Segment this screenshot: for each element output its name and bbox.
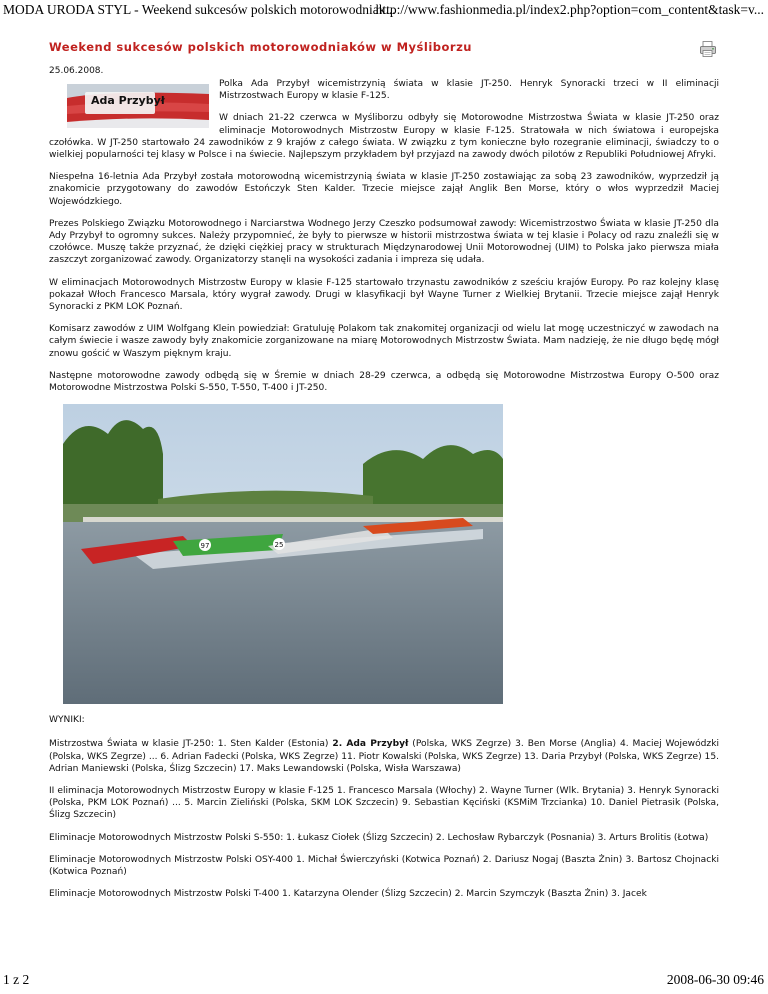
thumbnail-caption: Ada Przybył [91,94,165,107]
article-paragraph-4: W eliminacjach Motorowodnych Mistrzostw Europy w klasie F-125 startowało trzynastu zawodników z sześciu krajów Europy. Po raz kolejny klasę pokazał Włoch Francesco Marsala, który wygrał zawody. Drugi w klasyfikacji był Wayne Turner z Wielkiej Brytanii. Trzecie miejsce zajął Henryk Synoracki z PKM LOK Poznań. [49,277,719,313]
race-photo [63,404,503,704]
printer-icon[interactable] [699,40,717,58]
article-lead: Polka Ada Przybył wicemistrzynią świata w klasie JT-250. Henryk Synoracki trzeci w II eliminacji Mistrzostwach Europy w klasie F-125. [219,79,719,102]
article-paragraph-3: Prezes Polskiego Związku Motorowodnego i Narciarstwa Wodnego Jerzy Czeszko podsumował zawody: Wicemistrzostwo Świata w klasie JT-250 dla Ady Przybył to ogromny sukces. Należy przypomnieć, że były to pierwsze w historii mistrzostwa świata w tej klasie i Polacy od razu znaleźli się w czołówce. Muszę także przyznać, że dzięki ciężkiej pracy w strukturach Międzynarodowej Unii Motorowodnej (UIM) to Polska jako pierwsza miała zaszczyt zorganizować zawody. Organizatorzy stanęli na wysokości zadania i impreza się udała. [49,218,719,266]
results-t400: Eliminacje Motorowodnych Mistrzostw Polski T-400 1. Katarzyna Olender (Ślizg Szczecin) 2. Marcin Szymczyk (Baszta Żnin) 3. Jacek [49,889,647,900]
results-jt250-before: Mistrzostwa Świata w klasie JT-250: 1. Sten Kalder (Estonia) [49,739,333,750]
print-header-title: MODA URODA STYL - Weekend sukcesów polskich motorowodniak... [3,2,396,17]
results-jt250-highlight: 2. Ada Przybył [332,739,409,750]
boat-number-b: 25 [274,541,284,550]
results-s550: Eliminacje Motorowodnych Mistrzostw Polski S-550: 1. Łukasz Ciołek (Ślizg Szczecin) 2. Lechosław Rybarczyk (Posnania) 3. Arturs Brolitis (Łotwa) [49,832,709,843]
results-heading: WYNIKI: [49,715,85,726]
article-paragraph-2: Niespełna 16-letnia Ada Przybył została motorowodną wicemistrzynią świata w klasie JT-250 zostawiając za sobą 23 zawodników, wyprzedził ją znakomicie przygotowany do zawodów Estończyk Sten Kalder. Trzecie miejsce zajął Anglik Ben Morse, który o włos wyprzedził Maciej Wojewódzkiego. [49,172,719,207]
boat-number-a: 97 [200,542,210,551]
results-osy400: Eliminacje Motorowodnych Mistrzostw Polski OSY-400 1. Michał Świerczyński (Kotwica Poznań) 2. Dariusz Nogaj (Baszta Żnin) 3. Bartosz Chojnacki (Kotwica Poznań) [49,854,719,878]
article-paragraph-1: W dniach 21-22 czerwca w Myśliborzu odbyły się Motorowodne Mistrzostwa Świata w klasie JT-250 oraz eliminacje Motorowodnych Mistrzostw Europy w klasie F-125. Stratowała w nich światowa i europejska czołówka. W JT-250 startowało 24 zawodników z 9 krajów z całego świata. W związku z tym konieczne było rozegranie eliminacji, świadczy to o wielkiej popularności tej klasy w Polsce i na świecie. Najlepszym przykładem był przyjazd na zawody dwóch pilotów z Republiki Południowej Afryki. [49,113,719,161]
article-paragraph-5: Komisarz zawodów z UIM Wolfgang Klein powiedział: Gratuluję Polakom tak znakomitej organizacji od wielu lat mogę uczestniczyć w zawodach na całym świecie i wasze zawody były znakomicie zorganizowane na miarę Motorowodnych Mistrzostw Świata. Mam nadzieję, że nie długo będę mógł znowu gościć w Waszym pięknym kraju. [49,324,719,359]
print-header [0,2,768,20]
article [49,40,719,911]
article-thumbnail [67,84,209,128]
page-number: 1 z 2 [3,972,30,987]
results-f125: II eliminacja Motorowodnych Mistrzostw Europy w klasie F-125 1. Francesco Marsala (Włochy) 2. Wayne Turner (Wlk. Brytania) 3. Henryk Synoracki (Polska, PKM LOK Poznań) ... 5. Marcin Zieliński (Polska, SKM LOK Szczecin) 9. Sebastian Kęciński (KSMiM Trzcianka) 10. Daniel Pietrasik (Polska, Ślizg Szczecin) [49,786,719,821]
results-jt250-after: (Polska, WKS Zegrze) 3. Ben Morse (Anglia) 4. Maciej Wojewódzki (Polska, WKS Zegrze) ... 6. Adrian Fadecki (Polska, WKS Zegrze) 11. Piotr Kowalski (Polska, WKS Zegrze) 13. Daria Przybył (Polska, WKS Zegrze) 15. Adrian Maniewski (Polska, Ślizg Szczecin) 17. Maks Lewandowski (Polska, Wisła Warszawa) [49,739,720,774]
results-jt250 [49,738,719,775]
lead-block [49,78,719,171]
article-date: 25.06.2008. [49,66,104,76]
print-footer [0,972,768,988]
print-datetime: 2008-06-30 09:46 [666,972,764,987]
article-title: Weekend sukcesów polskich motorowodniaków w Myśliborzu [49,40,472,54]
article-paragraph-6: Następne motorowodne zawody odbędą się w Śremie w dniach 28-29 czerwca, a odbędą się Motorowodne Mistrzostwa Europy O-500 oraz Motorowodne Mistrzostwa Polski S-550, T-550, T-400 i JT-250. [49,370,719,394]
print-header-url: http://www.fashionmedia.pl/index2.php?option=com_content&task=v... [375,2,764,17]
